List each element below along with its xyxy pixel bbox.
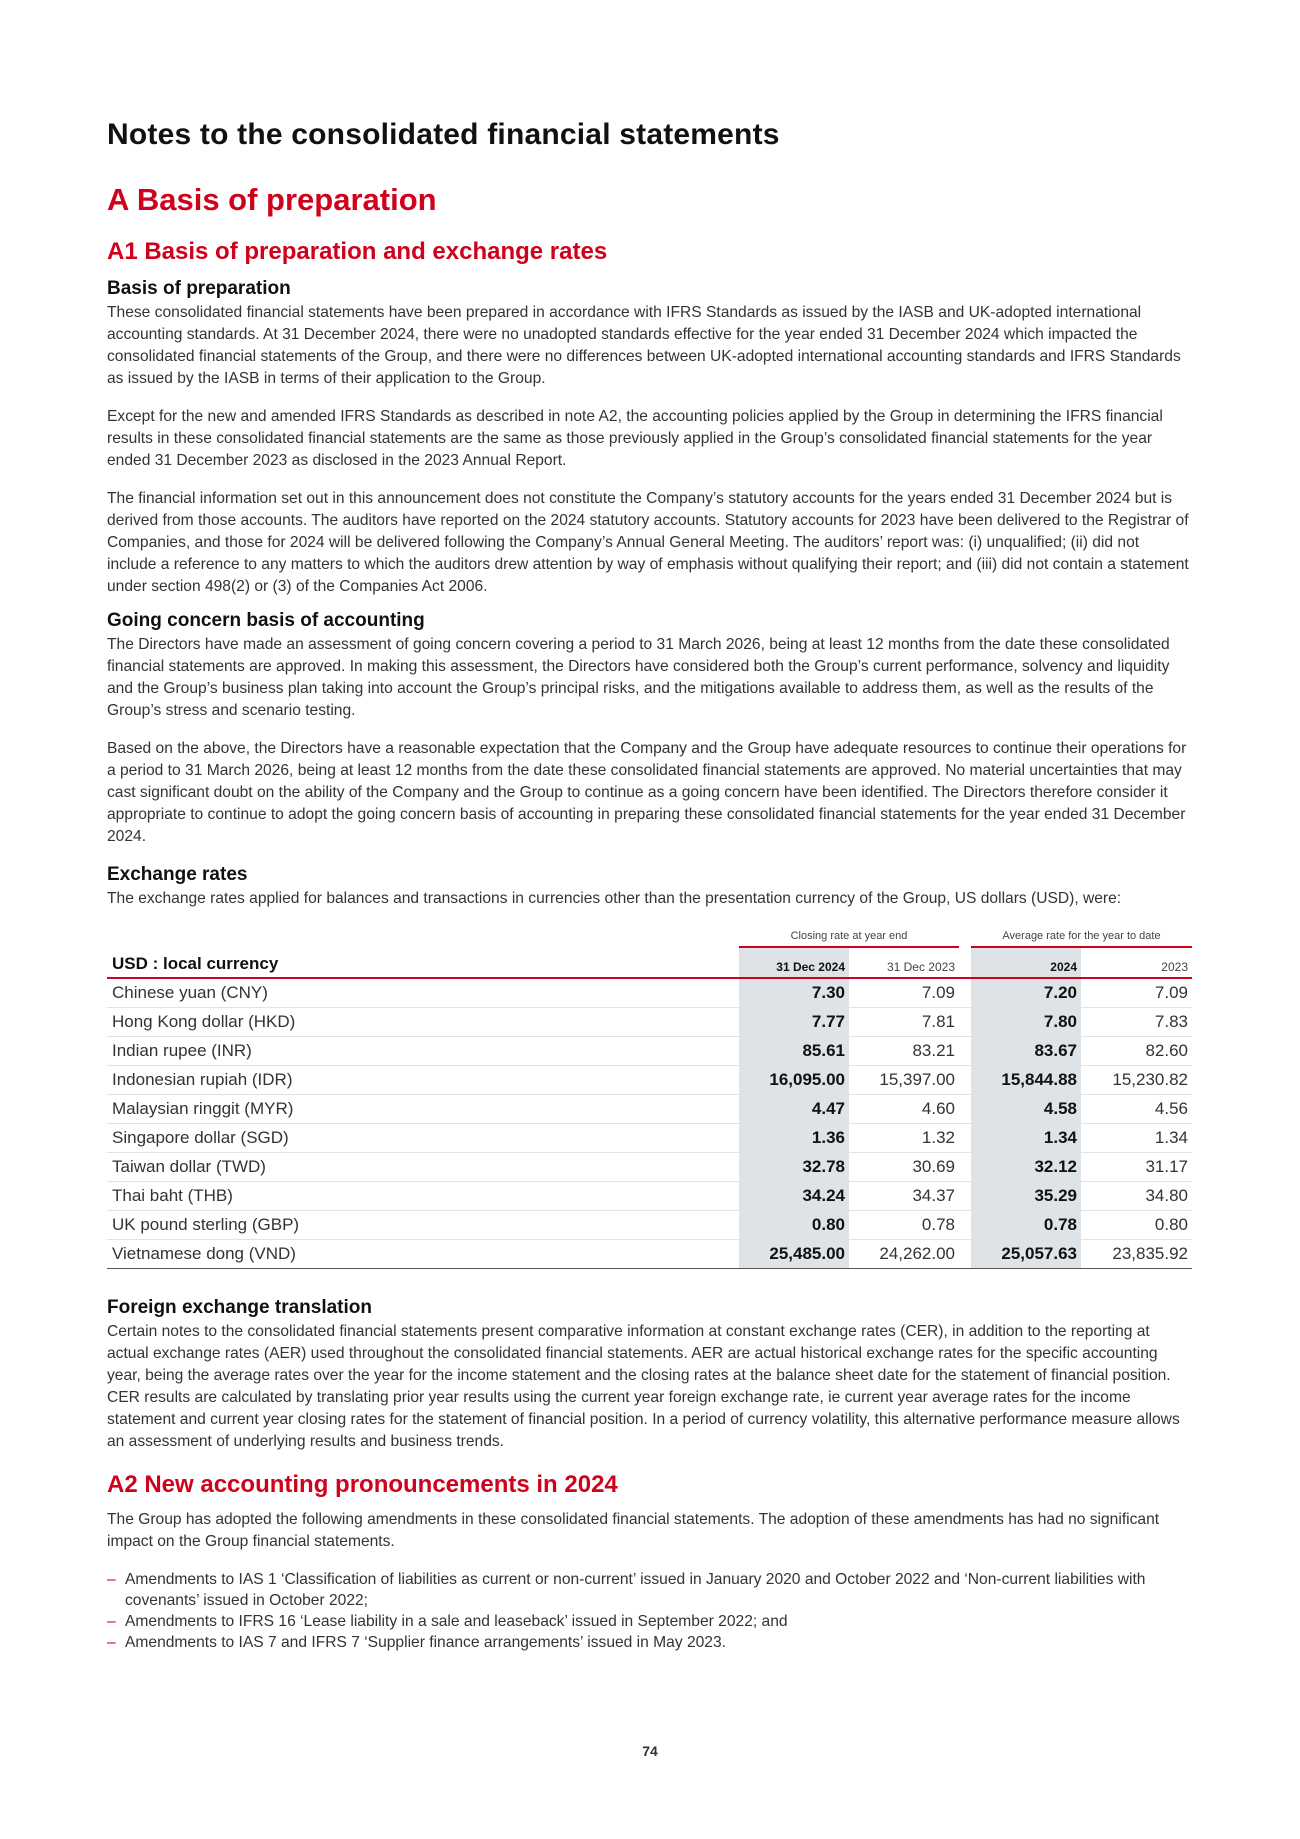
closing-2024-cell: 0.80 xyxy=(739,1211,849,1240)
average-2023-cell: 31.17 xyxy=(1081,1153,1192,1182)
closing-2023-cell: 15,397.00 xyxy=(849,1066,959,1095)
currency-cell: Malaysian ringgit (MYR) xyxy=(107,1095,739,1124)
table-row xyxy=(107,1153,1192,1182)
table-row xyxy=(107,1182,1192,1211)
table-row xyxy=(107,1037,1192,1066)
a2-paragraph: The Group has adopted the following amendments in these consolidated financial statements. The adoption of these amendments has had no significant impact on the Group financial statements. xyxy=(107,1511,1160,1550)
closing-2024-cell: 85.61 xyxy=(739,1037,849,1066)
currency-cell: Singapore dollar (SGD) xyxy=(107,1124,739,1153)
currency-cell: Vietnamese dong (VND) xyxy=(107,1240,739,1269)
currency-cell: Chinese yuan (CNY) xyxy=(107,978,739,1008)
currency-cell: Indian rupee (INR) xyxy=(107,1037,739,1066)
closing-rate-group-header: Closing rate at year end xyxy=(739,928,959,948)
going-concern-paragraph-2: Based on the above, the Directors have a reasonable expectation that the Company and the Group have adequate resources to continue their operations for a period to 31 March 2026, being at least 12 months from the date these consolidated financial statements are approved. No material uncertainties that may cast significant doubt on the ability of the Company and the Group to continue as a going concern have been identified. The Directors therefore consider it appropriate to continue to adopt the going concern basis of accounting in preparing these consolidated financial statements for the year ended 31 December 2024. xyxy=(107,740,1187,845)
table-row xyxy=(107,978,1192,1008)
currency-cell: Taiwan dollar (TWD) xyxy=(107,1153,739,1182)
closing-2024-cell: 34.24 xyxy=(739,1182,849,1211)
average-2023-cell: 7.83 xyxy=(1081,1008,1192,1037)
closing-2023-cell: 4.60 xyxy=(849,1095,959,1124)
closing-2024-cell: 1.36 xyxy=(739,1124,849,1153)
amendments-list xyxy=(107,1569,1192,1653)
average-2024-column-header: 2024 xyxy=(971,948,1081,978)
table-row xyxy=(107,1066,1192,1095)
closing-2023-cell: 30.69 xyxy=(849,1153,959,1182)
table-row xyxy=(107,1095,1192,1124)
exchange-rates-intro: The exchange rates applied for balances and transactions in currencies other than the presentation currency of the Group, US dollars (USD), were: xyxy=(107,890,1122,907)
note-a1-heading: A1 Basis of preparation and exchange rates xyxy=(107,238,608,265)
closing-2023-column-header: 31 Dec 2023 xyxy=(849,948,959,978)
table-row xyxy=(107,1240,1192,1269)
closing-2024-column-header: 31 Dec 2024 xyxy=(739,948,849,978)
going-concern-heading: Going concern basis of accounting xyxy=(107,610,425,631)
average-2024-cell: 4.58 xyxy=(971,1095,1081,1124)
currency-column-header: USD : local currency xyxy=(107,948,739,978)
basis-paragraph-2: Except for the new and amended IFRS Standards as described in note A2, the accounting policies applied by the Group in determining the IFRS financial results in these consolidated financial statements are the same as those previously applied in the Group’s consolidated financial statements for the year ended 31 December 2023 as disclosed in the 2023 Annual Report. xyxy=(107,408,1163,469)
exchange-rates-table xyxy=(107,928,1192,1269)
average-2023-cell: 34.80 xyxy=(1081,1182,1192,1211)
average-2023-cell: 1.34 xyxy=(1081,1124,1192,1153)
going-concern-paragraph-1: The Directors have made an assessment of going concern covering a period to 31 March 2026, being at least 12 months from the date these consolidated financial statements are approved. In making this assessment, the Directors have considered both the Group’s current performance, solvency and liquidity and the Group’s business plan taking into account the Group’s principal risks, and the mitigations available to address them, as well as the results of the Group’s stress and scenario testing. xyxy=(107,636,1170,719)
closing-2024-cell: 25,485.00 xyxy=(739,1240,849,1269)
note-a2-heading: A2 New accounting pronouncements in 2024 xyxy=(107,1471,618,1498)
average-2024-cell: 35.29 xyxy=(971,1182,1081,1211)
average-2023-cell: 7.09 xyxy=(1081,978,1192,1008)
fx-translation-paragraph: Certain notes to the consolidated financial statements present comparative information at constant exchange rates (CER), in addition to the reporting at actual exchange rates (AER) used throughout the consolidated financial statements. AER are actual historical exchange rates for the specific accounting year, being the average rates over the year for the income statement and the closing rates at the balance sheet date for the statement of financial position. CER results are calculated by translating prior year results using the current year foreign exchange rate, ie current year average rates for the income statement and current year closing rates for the statement of financial position. In a period of currency volatility, this alternative performance measure allows an assessment of underlying results and business trends. xyxy=(107,1323,1180,1450)
page-content xyxy=(107,118,1192,1653)
closing-2023-cell: 7.81 xyxy=(849,1008,959,1037)
average-2024-cell: 0.78 xyxy=(971,1211,1081,1240)
average-2024-cell: 25,057.63 xyxy=(971,1240,1081,1269)
currency-cell: Thai baht (THB) xyxy=(107,1182,739,1211)
closing-2023-cell: 1.32 xyxy=(849,1124,959,1153)
currency-cell: Hong Kong dollar (HKD) xyxy=(107,1008,739,1037)
closing-2024-cell: 16,095.00 xyxy=(739,1066,849,1095)
average-2024-cell: 15,844.88 xyxy=(971,1066,1081,1095)
average-2023-cell: 15,230.82 xyxy=(1081,1066,1192,1095)
table-row xyxy=(107,1008,1192,1037)
list-item: – Amendments to IFRS 16 ‘Lease liability in a sale and leaseback’ issued in September 2022; and xyxy=(107,1613,788,1630)
list-item: – Amendments to IAS 1 ‘Classification of liabilities as current or non-current’ issued in January 2020 and October 2022 and ‘Non-current liabilities with covenants’ issued in October 2022; xyxy=(107,1571,1146,1609)
page-title: Notes to the consolidated financial statements xyxy=(107,118,780,151)
average-2023-column-header: 2023 xyxy=(1081,948,1192,978)
closing-2024-cell: 7.77 xyxy=(739,1008,849,1037)
section-heading: A Basis of preparation xyxy=(107,182,437,217)
average-2024-cell: 83.67 xyxy=(971,1037,1081,1066)
closing-2023-cell: 24,262.00 xyxy=(849,1240,959,1269)
average-2024-cell: 7.20 xyxy=(971,978,1081,1008)
page-number: 74 xyxy=(642,1743,658,1759)
average-2024-cell: 1.34 xyxy=(971,1124,1081,1153)
average-2024-cell: 32.12 xyxy=(971,1153,1081,1182)
average-rate-group-header: Average rate for the year to date xyxy=(971,928,1192,948)
table-row xyxy=(107,1124,1192,1153)
average-2023-cell: 82.60 xyxy=(1081,1037,1192,1066)
closing-2023-cell: 0.78 xyxy=(849,1211,959,1240)
exchange-rates-heading: Exchange rates xyxy=(107,864,248,885)
currency-cell: UK pound sterling (GBP) xyxy=(107,1211,739,1240)
average-2023-cell: 4.56 xyxy=(1081,1095,1192,1124)
average-2023-cell: 0.80 xyxy=(1081,1211,1192,1240)
average-2023-cell: 23,835.92 xyxy=(1081,1240,1192,1269)
currency-cell: Indonesian rupiah (IDR) xyxy=(107,1066,739,1095)
closing-2023-cell: 83.21 xyxy=(849,1037,959,1066)
fx-translation-heading: Foreign exchange translation xyxy=(107,1297,372,1318)
closing-2024-cell: 4.47 xyxy=(739,1095,849,1124)
closing-2024-cell: 7.30 xyxy=(739,978,849,1008)
basis-paragraph-3: The financial information set out in this announcement does not constitute the Company’s statutory accounts for the years ended 31 December 2024 but is derived from those accounts. The auditors have reported on the 2024 statutory accounts. Statutory accounts for 2023 have been delivered to the Registrar of Companies, and those for 2024 will be delivered following the Company’s Annual General Meeting. The auditors’ report was: (i) unqualified; (ii) did not include a reference to any matters to which the auditors drew attention by way of emphasis without qualifying their report; and (iii) did not contain a statement under section 498(2) or (3) of the Companies Act 2006. xyxy=(107,490,1189,595)
average-2024-cell: 7.80 xyxy=(971,1008,1081,1037)
table-row xyxy=(107,1211,1192,1240)
closing-2023-cell: 7.09 xyxy=(849,978,959,1008)
basis-of-preparation-heading: Basis of preparation xyxy=(107,278,291,299)
closing-2023-cell: 34.37 xyxy=(849,1182,959,1211)
closing-2024-cell: 32.78 xyxy=(739,1153,849,1182)
basis-paragraph-1: These consolidated financial statements have been prepared in accordance with IFRS Standards as issued by the IASB and UK-adopted international accounting standards. At 31 December 2024, there were no unadopted standards effective for the year ended 31 December 2024 which impacted the consolidated financial statements of the Group, and there were no differences between UK-adopted international accounting standards and IFRS Standards as issued by the IASB in terms of their application to the Group. xyxy=(107,304,1181,387)
list-item: – Amendments to IAS 7 and IFRS 7 ‘Supplier finance arrangements’ issued in May 2023. xyxy=(107,1634,726,1651)
